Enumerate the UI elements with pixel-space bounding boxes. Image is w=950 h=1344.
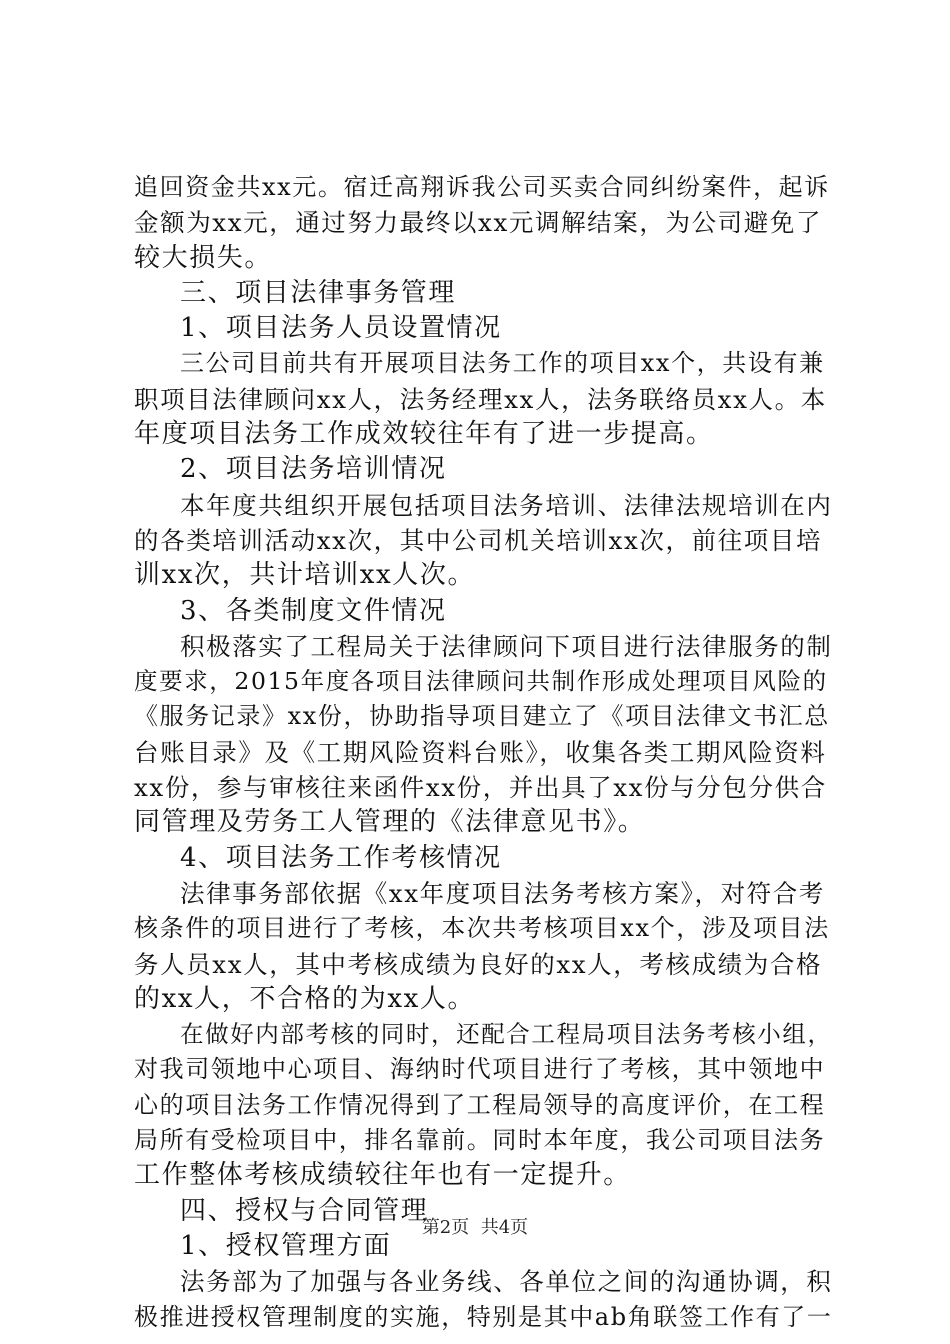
text-line: 四、授权与合同管理 xyxy=(180,1195,429,1226)
text-line: 的各类培训活动xx次，其中公司机关培训xx次，前往项目培 xyxy=(134,525,823,555)
text-line: 本年度共组织开展包括项目法务培训、法律法规培训在内 xyxy=(180,490,833,520)
text-line: 训xx次，共计培训xx人次。 xyxy=(134,560,476,591)
text-line: 工作整体考核成绩较往年也有一定提升。 xyxy=(134,1160,631,1191)
text-line: 法律事务部依据《xx年度项目法务考核方案》，对符合考 xyxy=(180,878,825,908)
text-line: 2、项目法务培训情况 xyxy=(180,454,447,485)
text-line: 度要求，2015年度各项目法律顾问共制作形成处理项目风险的 xyxy=(134,667,828,696)
text-line: 3、各类制度文件情况 xyxy=(180,595,447,626)
text-line: 三公司目前共有开展项目法务工作的项目xx个，共设有兼 xyxy=(180,349,825,378)
text-line: 局所有受检项目中，排名靠前。同时本年度，我公司项目法务 xyxy=(134,1126,826,1155)
text-line: 4、项目法务工作考核情况 xyxy=(180,842,502,873)
text-line: 心的项目法务工作情况得到了工程局领导的高度评价，在工程 xyxy=(134,1090,826,1119)
text-line: 极推进授权管理制度的实施，特别是其中ab角联签工作有了一 xyxy=(134,1302,833,1331)
text-line: 法务部为了加强与各业务线、各单位之间的沟通协调，积 xyxy=(180,1267,833,1297)
text-line: 核条件的项目进行了考核，本次共考核项目xx个，涉及项目法 xyxy=(134,914,830,943)
text-line: 1、项目法务人员设置情况 xyxy=(180,313,502,344)
text-line: 对我司领地中心项目、海纳时代项目进行了考核，其中领地中 xyxy=(134,1055,826,1084)
text-line: 务人员xx人，其中考核成绩为良好的xx人，考核成绩为合格 xyxy=(134,949,823,979)
text-line: 金额为xx元，通过努力最终以xx元调解结案，为公司避免了 xyxy=(134,208,823,238)
text-line: 年度项目法务工作成效较往年有了进一步提高。 xyxy=(134,419,714,450)
text-line: 同管理及劳务工人管理的《法律意见书》。 xyxy=(134,807,646,838)
text-line: 较大损失。 xyxy=(134,242,273,273)
text-line: 1、授权管理方面 xyxy=(180,1230,392,1261)
text-line: 台账目录》及《工期风险资料台账》，收集各类工期风险资料 xyxy=(134,737,827,767)
text-line: 在做好内部考核的同时，还配合工程局项目法务考核小组， xyxy=(180,1020,833,1049)
text-line: 《服务记录》xx份，协助指导项目建立了《项目法律文书汇总 xyxy=(134,702,830,731)
text-line: 的xx人，不合格的为xx人。 xyxy=(134,983,476,1014)
text-line: 三、项目法律事务管理 xyxy=(180,277,457,308)
page-footer: 第2页 共4页 xyxy=(421,1217,529,1238)
text-line: 职项目法律顾问xx人，法务经理xx人，法务联络员xx人。本 xyxy=(134,384,827,414)
text-line: xx份，参与审核往来函件xx份，并出具了xx份与分包分供合 xyxy=(134,773,827,803)
text-line: 追回资金共xx元。宿迁高翔诉我公司买卖合同纠纷案件，起诉 xyxy=(134,173,830,201)
document-body xyxy=(134,170,834,1335)
text-line: 积极落实了工程局关于法律顾问下项目进行法律服务的制 xyxy=(180,631,833,661)
